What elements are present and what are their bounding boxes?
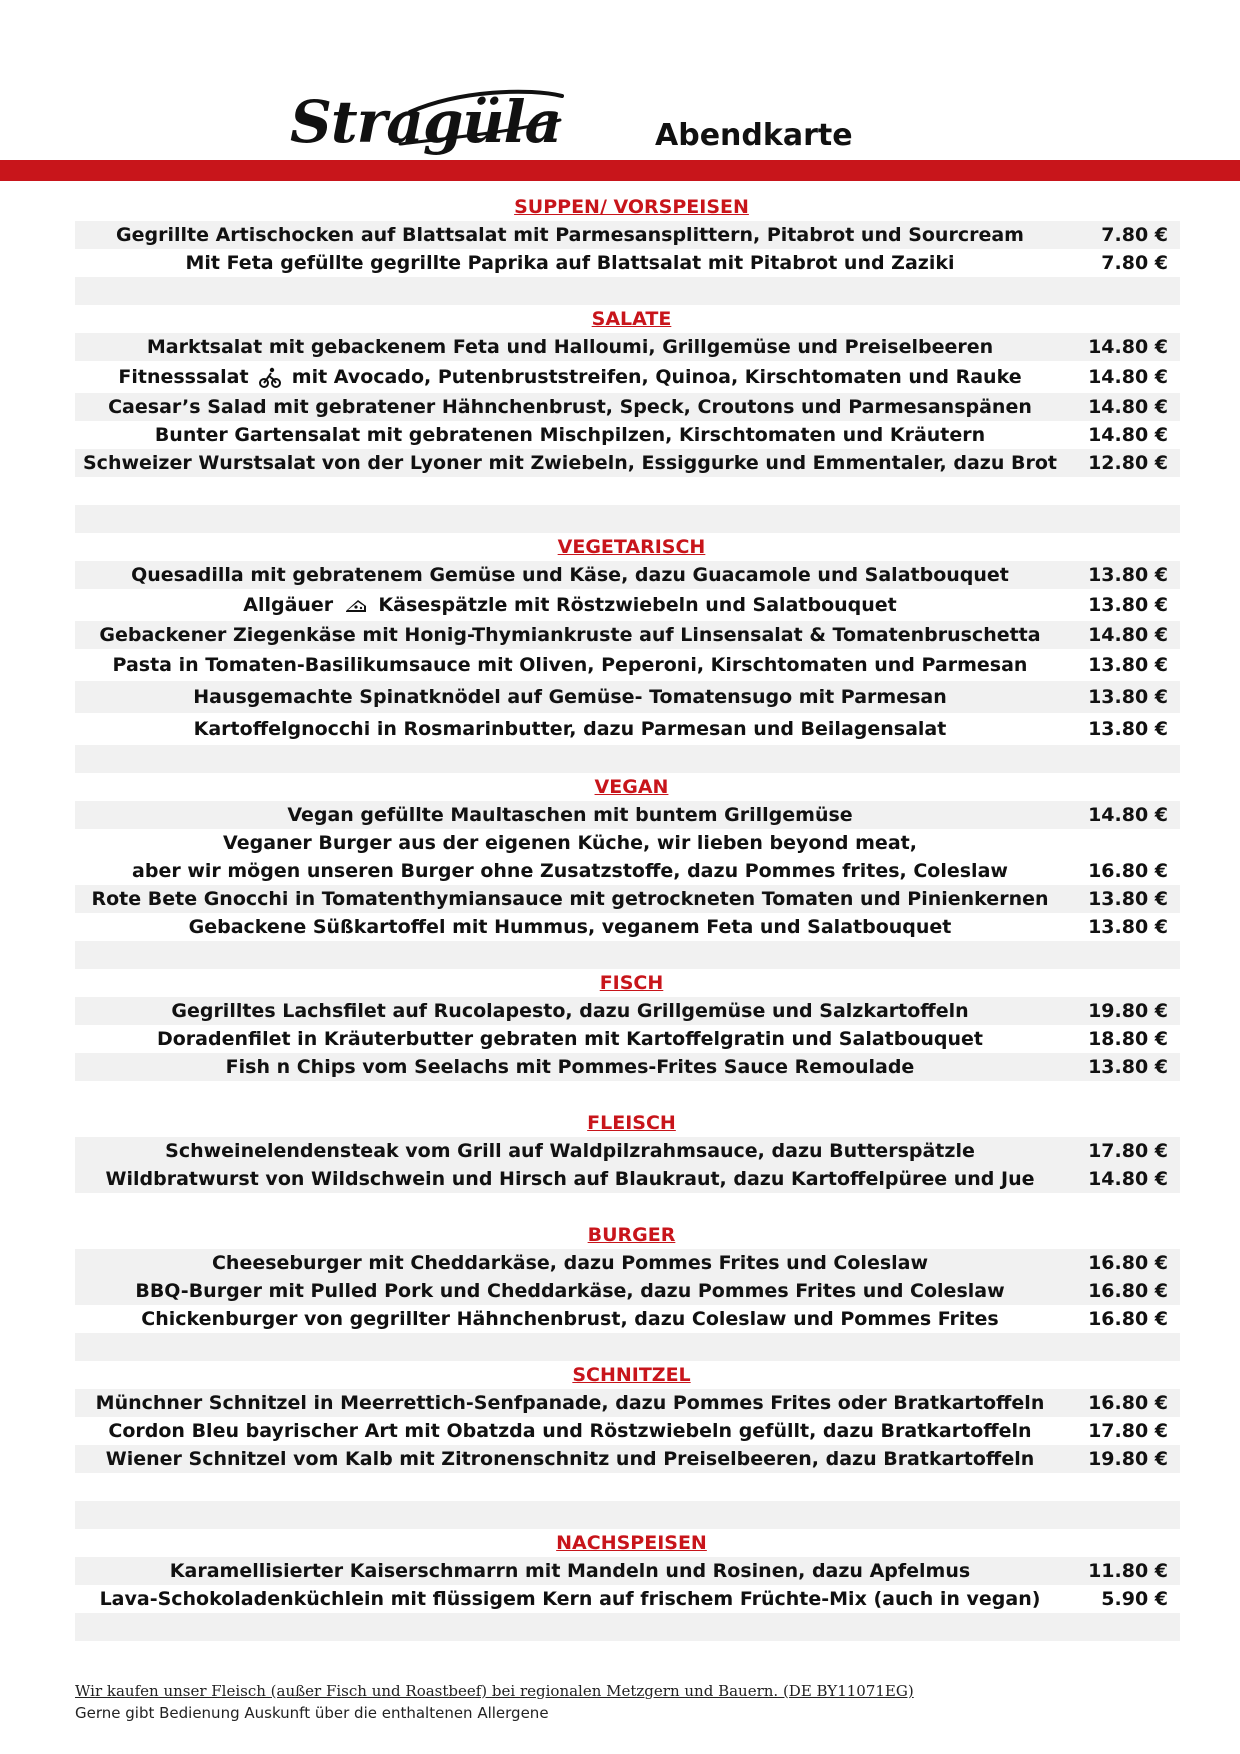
dish-price: 13.80 €: [1088, 686, 1168, 708]
dish-price: 14.80 €: [1088, 804, 1168, 826]
dish-name: Schweizer Wurstsalat von der Lyoner mit Zwiebeln, Essiggurke und Emmentaler, dazu Brot: [83, 452, 1057, 474]
header-divider: [0, 160, 1240, 181]
spacer-row: [75, 941, 1180, 969]
menu-item: [75, 681, 1180, 713]
menu-list: [75, 193, 1180, 1641]
dish-price: 14.80 €: [1088, 1168, 1168, 1190]
section-title: SCHNITZEL: [572, 1364, 691, 1386]
menu-item: [75, 1165, 1180, 1193]
dish-price: 16.80 €: [1088, 1392, 1168, 1414]
section-title: VEGETARISCH: [557, 536, 706, 558]
spacer-row: [75, 1501, 1180, 1529]
page-title: Abendkarte: [655, 118, 853, 153]
menu-item: [75, 221, 1180, 249]
dish-price: 16.80 €: [1088, 1252, 1168, 1274]
dish-name: Cordon Bleu bayrischer Art mit Obatzda und Röstzwiebeln gefüllt, dazu Bratkartoffeln: [108, 1420, 1032, 1442]
dish-name: Schweinelendensteak vom Grill auf Waldpilzrahmsauce, dazu Butterspätzle: [165, 1140, 975, 1162]
dish-name: Chickenburger von gegrillter Hähnchenbrust, dazu Coleslaw und Pommes Frites: [141, 1308, 999, 1330]
dish-name: Münchner Schnitzel in Meerrettich-Senfpanade, dazu Pommes Frites oder Bratkartoffeln: [95, 1392, 1045, 1414]
dish-price: 14.80 €: [1088, 624, 1168, 646]
menu-item: [75, 713, 1180, 745]
menu-item: [75, 449, 1180, 477]
cyclist-icon: [259, 367, 281, 389]
section-title: FLEISCH: [587, 1112, 676, 1134]
menu-item: [75, 829, 1180, 857]
menu-item: [75, 997, 1180, 1025]
dish-price: 14.80 €: [1088, 424, 1168, 446]
dish-price: 7.80 €: [1101, 252, 1168, 274]
spacer-row: [75, 277, 1180, 305]
section-title: FISCH: [599, 972, 664, 994]
spacer-row: [75, 745, 1180, 773]
cheese-icon: [344, 596, 368, 616]
dish-name: Hausgemachte Spinatknödel auf Gemüse- Tomatensugo mit Parmesan: [193, 686, 947, 708]
dish-name: Veganer Burger aus der eigenen Küche, wir lieben beyond meat,: [223, 832, 917, 854]
dish-price: 7.80 €: [1101, 224, 1168, 246]
menu-item: [75, 1053, 1180, 1081]
footer: [75, 1680, 1075, 1724]
section-title: VEGAN: [594, 776, 669, 798]
section-title: SALATE: [591, 308, 672, 330]
dish-name: BBQ-Burger mit Pulled Pork und Cheddarkäse, dazu Pommes Frites und Coleslaw: [135, 1280, 1005, 1302]
menu-item: [75, 1417, 1180, 1445]
menu-item: [75, 1557, 1180, 1585]
menu-item: [75, 1445, 1180, 1473]
dish-price: 17.80 €: [1088, 1140, 1168, 1162]
restaurant-logo: [290, 82, 570, 162]
dish-price: 12.80 €: [1088, 452, 1168, 474]
allergen-note: Gerne gibt Bedienung Auskunft über die enthaltenen Allergene: [75, 1704, 549, 1722]
dish-price: 5.90 €: [1101, 1588, 1168, 1610]
menu-item: [75, 1137, 1180, 1165]
menu-item-continued: [75, 857, 1180, 885]
dish-name: Vegan gefüllte Maultaschen mit buntem Grillgemüse: [287, 804, 853, 826]
dish-name: Bunter Gartensalat mit gebratenen Mischpilzen, Kirschtomaten und Kräutern: [154, 424, 986, 446]
dish-name: Gegrilltes Lachsfilet auf Rucolapesto, dazu Grillgemüse und Salzkartoffeln: [171, 1000, 969, 1022]
dish-name: Doradenfilet in Kräuterbutter gebraten mit Kartoffelgratin und Salatbouquet: [156, 1028, 984, 1050]
dish-name: Marktsalat mit gebackenem Feta und Halloumi, Grillgemüse und Preiselbeeren: [146, 336, 994, 358]
dish-price: 11.80 €: [1088, 1560, 1168, 1582]
dish-name: Gebackener Ziegenkäse mit Honig-Thymiankruste auf Linsensalat & Tomatenbruschetta: [99, 624, 1041, 646]
menu-item: [75, 361, 1180, 393]
spacer-row: [75, 505, 1180, 533]
menu-item: [75, 589, 1180, 621]
dish-name: Wildbratwurst von Wildschwein und Hirsch auf Blaukraut, dazu Kartoffelpüree und Jue: [105, 1168, 1035, 1190]
dish-price: 16.80 €: [1088, 1308, 1168, 1330]
dish-name: Quesadilla mit gebratenem Gemüse und Käse, dazu Guacamole und Salatbouquet: [131, 564, 1009, 586]
logo-text: Stragüla: [290, 88, 562, 156]
spacer-row: [75, 1081, 1180, 1109]
dish-name: Rote Bete Gnocchi in Tomatenthymiansauce mit getrockneten Tomaten und Pinienkernen: [91, 888, 1049, 910]
menu-item: [75, 1025, 1180, 1053]
spacer-row: [75, 1473, 1180, 1501]
section-title: NACHSPEISEN: [556, 1532, 707, 1554]
menu-item: [75, 421, 1180, 449]
dish-price: 13.80 €: [1088, 916, 1168, 938]
dish-name: Gegrillte Artischocken auf Blattsalat mit Parmesansplittern, Pitabrot und Sourcream: [116, 224, 1024, 246]
dish-name: Caesar’s Salad mit gebratener Hähnchenbrust, Speck, Croutons und Parmesanspänen: [108, 396, 1032, 418]
dish-name: Pasta in Tomaten-Basilikumsauce mit Oliven, Peperoni, Kirschtomaten und Parmesan: [112, 654, 1028, 676]
dish-name: Fitnesssalat mit Avocado, Putenbruststreifen, Quinoa, Kirschtomaten und Rauke: [118, 366, 1022, 388]
dish-price: 14.80 €: [1088, 396, 1168, 418]
section-title: BURGER: [587, 1224, 676, 1246]
dish-price: 16.80 €: [1088, 860, 1168, 882]
dish-price: 19.80 €: [1088, 1448, 1168, 1470]
dish-price: 19.80 €: [1088, 1000, 1168, 1022]
section-title: SUPPEN/ VORSPEISEN: [514, 196, 749, 218]
menu-item: [75, 621, 1180, 649]
dish-name: Gebackene Süßkartoffel mit Hummus, veganem Feta und Salatbouquet: [188, 916, 952, 938]
dish-name: Lava-Schokoladenküchlein mit flüssigem Kern auf frischem Früchte-Mix (auch in vegan): [99, 1588, 1041, 1610]
dish-name: Karamellisierter Kaiserschmarrn mit Mandeln und Rosinen, dazu Apfelmus: [169, 1560, 971, 1582]
dish-price: 13.80 €: [1088, 564, 1168, 586]
dish-price: 14.80 €: [1088, 336, 1168, 358]
dish-price: 13.80 €: [1088, 1056, 1168, 1078]
dish-price: 13.80 €: [1088, 718, 1168, 740]
dish-name: Kartoffelgnocchi in Rosmarinbutter, dazu Parmesan und Beilagensalat: [193, 718, 947, 740]
dish-name: Mit Feta gefüllte gegrillte Paprika auf Blattsalat mit Pitabrot und Zaziki: [185, 252, 955, 274]
menu-item: [75, 249, 1180, 277]
menu-item: [75, 801, 1180, 829]
menu-item: [75, 1585, 1180, 1613]
dish-name: Allgäuer Käsespätzle mit Röstzwiebeln und Salatbouquet: [243, 594, 897, 616]
sourcing-note: Wir kaufen unser Fleisch (außer Fisch und Roastbeef) bei regionalen Metzgern und Bauern. (DE BY11071EG): [75, 1682, 914, 1700]
dish-price: 13.80 €: [1088, 888, 1168, 910]
menu-item: [75, 1249, 1180, 1277]
dish-price: 16.80 €: [1088, 1280, 1168, 1302]
menu-item: [75, 1305, 1180, 1333]
dish-name: aber wir mögen unseren Burger ohne Zusatzstoffe, dazu Pommes frites, Coleslaw: [132, 860, 1008, 882]
menu-item: [75, 393, 1180, 421]
spacer-row: [75, 477, 1180, 505]
menu-item: [75, 333, 1180, 361]
menu-item: [75, 885, 1180, 913]
menu-item: [75, 1389, 1180, 1417]
dish-name: Fish n Chips vom Seelachs mit Pommes-Frites Sauce Remoulade: [225, 1056, 915, 1078]
dish-price: 13.80 €: [1088, 594, 1168, 616]
spacer-row: [75, 1193, 1180, 1221]
spacer-row: [75, 1613, 1180, 1641]
spacer-row: [75, 1333, 1180, 1361]
dish-price: 17.80 €: [1088, 1420, 1168, 1442]
dish-name: Wiener Schnitzel vom Kalb mit Zitronenschnitz und Preiselbeeren, dazu Bratkartoffeln: [105, 1448, 1035, 1470]
menu-item: [75, 649, 1180, 681]
menu-item: [75, 561, 1180, 589]
dish-price: 13.80 €: [1088, 654, 1168, 676]
dish-price: 14.80 €: [1088, 366, 1168, 388]
menu-item: [75, 913, 1180, 941]
menu-item: [75, 1277, 1180, 1305]
dish-name: Cheeseburger mit Cheddarkäse, dazu Pommes Frites und Coleslaw: [211, 1252, 929, 1274]
dish-price: 18.80 €: [1088, 1028, 1168, 1050]
